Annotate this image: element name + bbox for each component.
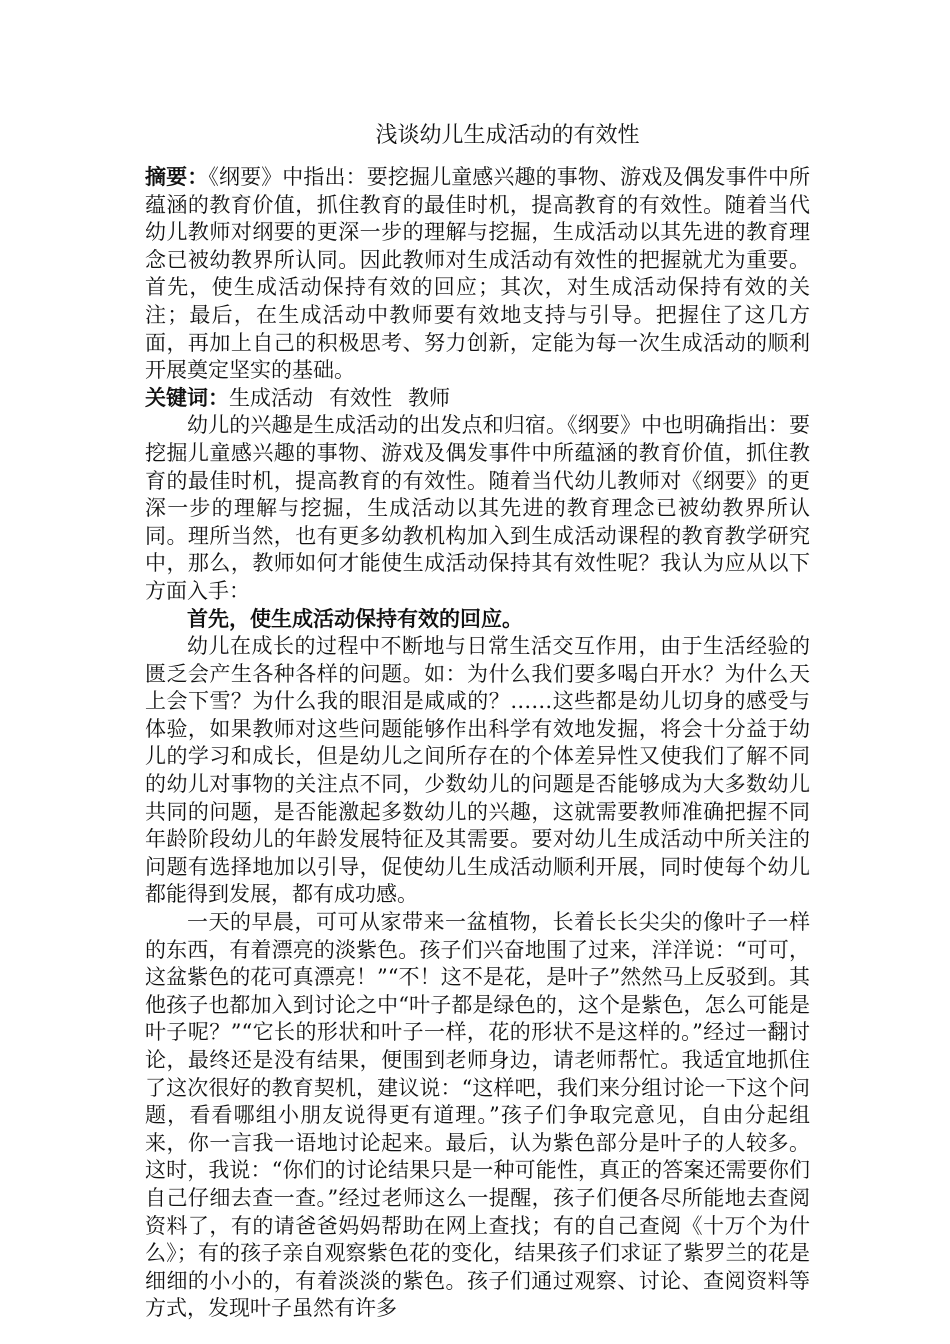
abstract-text: 《纲要》中指出：要挖掘儿童感兴趣的事物、游戏及偶发事件中所蕴涵的教育价值，抓住教育的最佳时机，提高教育的有效性。随着当代幼儿教师对纲要的更深一步的理解与挖掘，生成活动以其先进的教育理念已被幼教界所认同。因此教师对生成活动有效性的把握就尤为重要。首先，使生成活动保持有效的回应；其次，对生成活动保持有效的关注；最后，在生成活动中教师要有效地支持与引导。把握住了这几方面，再加上自己的积极思考、努力创新，定能为每一次生成活动的顺利开展奠定坚实的基础。 <box>145 165 811 383</box>
body-paragraph: 一天的早晨，可可从家带来一盆植物，长着长长尖尖的像叶子一样的东西，有着漂亮的淡紫色。孩子们兴奋地围了过来，洋洋说：“可可，这盆紫色的花可真漂亮！”“不！这不是花，是叶子”然然马上反驳到。其他孩子也都加入到讨论之中“叶子都是绿色的，这个是紫色，怎么可能是叶子呢？”“它长的形状和叶子一样，花的形状不是这样的。”经过一翻讨论，最终还是没有结果，便围到老师身边，请老师帮忙。我适宜地抓住了这次很好的教育契机，建议说：“这样吧，我们来分组讨论一下这个问题，看看哪组小朋友说得更有道理。”孩子们争取完意见，自由分起组来，你一言我一语地讨论起来。最后，认为紫色部分是叶子的人较多。这时，我说：“你们的讨论结果只是一种可能性，真正的答案还需要你们自己仔细去查一查。”经过老师这么一提醒，孩子们便各尽所能地去查阅资料了，有的请爸爸妈妈帮助在网上查找；有的自己查阅《十万个为什么》；有的孩子亲自观察紫色花的变化，结果孩子们求证了紫罗兰的花是细细的小小的，有着淡淡的紫色。孩子们通过观察、讨论、查阅资料等方式，发现叶子虽然有许多 <box>145 910 810 1321</box>
abstract-label: 摘要： <box>145 165 209 189</box>
keyword-term: 生成活动 <box>229 385 313 410</box>
document-title: 浅谈幼儿生成活动的有效性 <box>375 123 640 148</box>
body-paragraph: 幼儿在成长的过程中不断地与日常生活交互作用，由于生活经验的匮乏会产生各种各样的问题。如：为什么我们要多喝白开水？为什么天上会下雪？为什么我的眼泪是咸咸的？……这些都是幼儿切身的感受与体验，如果教师对这些问题能够作出科学有效地发掘，将会十分益于幼儿的学习和成长，但是幼儿之间所存在的个体差异性又使我们了解不同的幼儿对事物的关注点不同，少数幼儿的问题是否能够成为大多数幼儿共同的问题，是否能激起多数幼儿的兴趣，这就需要教师准确把握不同年龄阶段幼儿的年龄发展特征及其需要。要对幼儿生成活动中所关注的问题有选择地加以引导，促使幼儿生成活动顺利开展，同时使每个幼儿都能得到发展，都有成功感。 <box>145 634 810 907</box>
abstract-paragraph <box>145 164 810 385</box>
document-page <box>145 122 810 1323</box>
keywords-label: 关键词： <box>145 385 229 410</box>
keyword-term: 有效性 <box>329 385 392 410</box>
intro-paragraph: 幼儿的兴趣是生成活动的出发点和归宿。《纲要》中也明确指出：要挖掘儿童感兴趣的事物、游戏及偶发事件中所蕴涵的教育价值，抓住教育的最佳时机，提高教育的有效性。随着当代幼儿教师对《纲要》的更深一步的理解与挖掘，生成活动以其先进的教育理念已被幼教界所认同。理所当然，也有更多幼教机构加入到生成活动课程的教育教学研究中，那么，教师如何才能使生成活动保持其有效性呢？我认为应从以下方面入手： <box>145 413 810 603</box>
keyword-term: 教师 <box>408 385 450 410</box>
keywords-line <box>145 385 810 413</box>
section-heading: 首先，使生成活动保持有效的回应。 <box>187 606 523 631</box>
